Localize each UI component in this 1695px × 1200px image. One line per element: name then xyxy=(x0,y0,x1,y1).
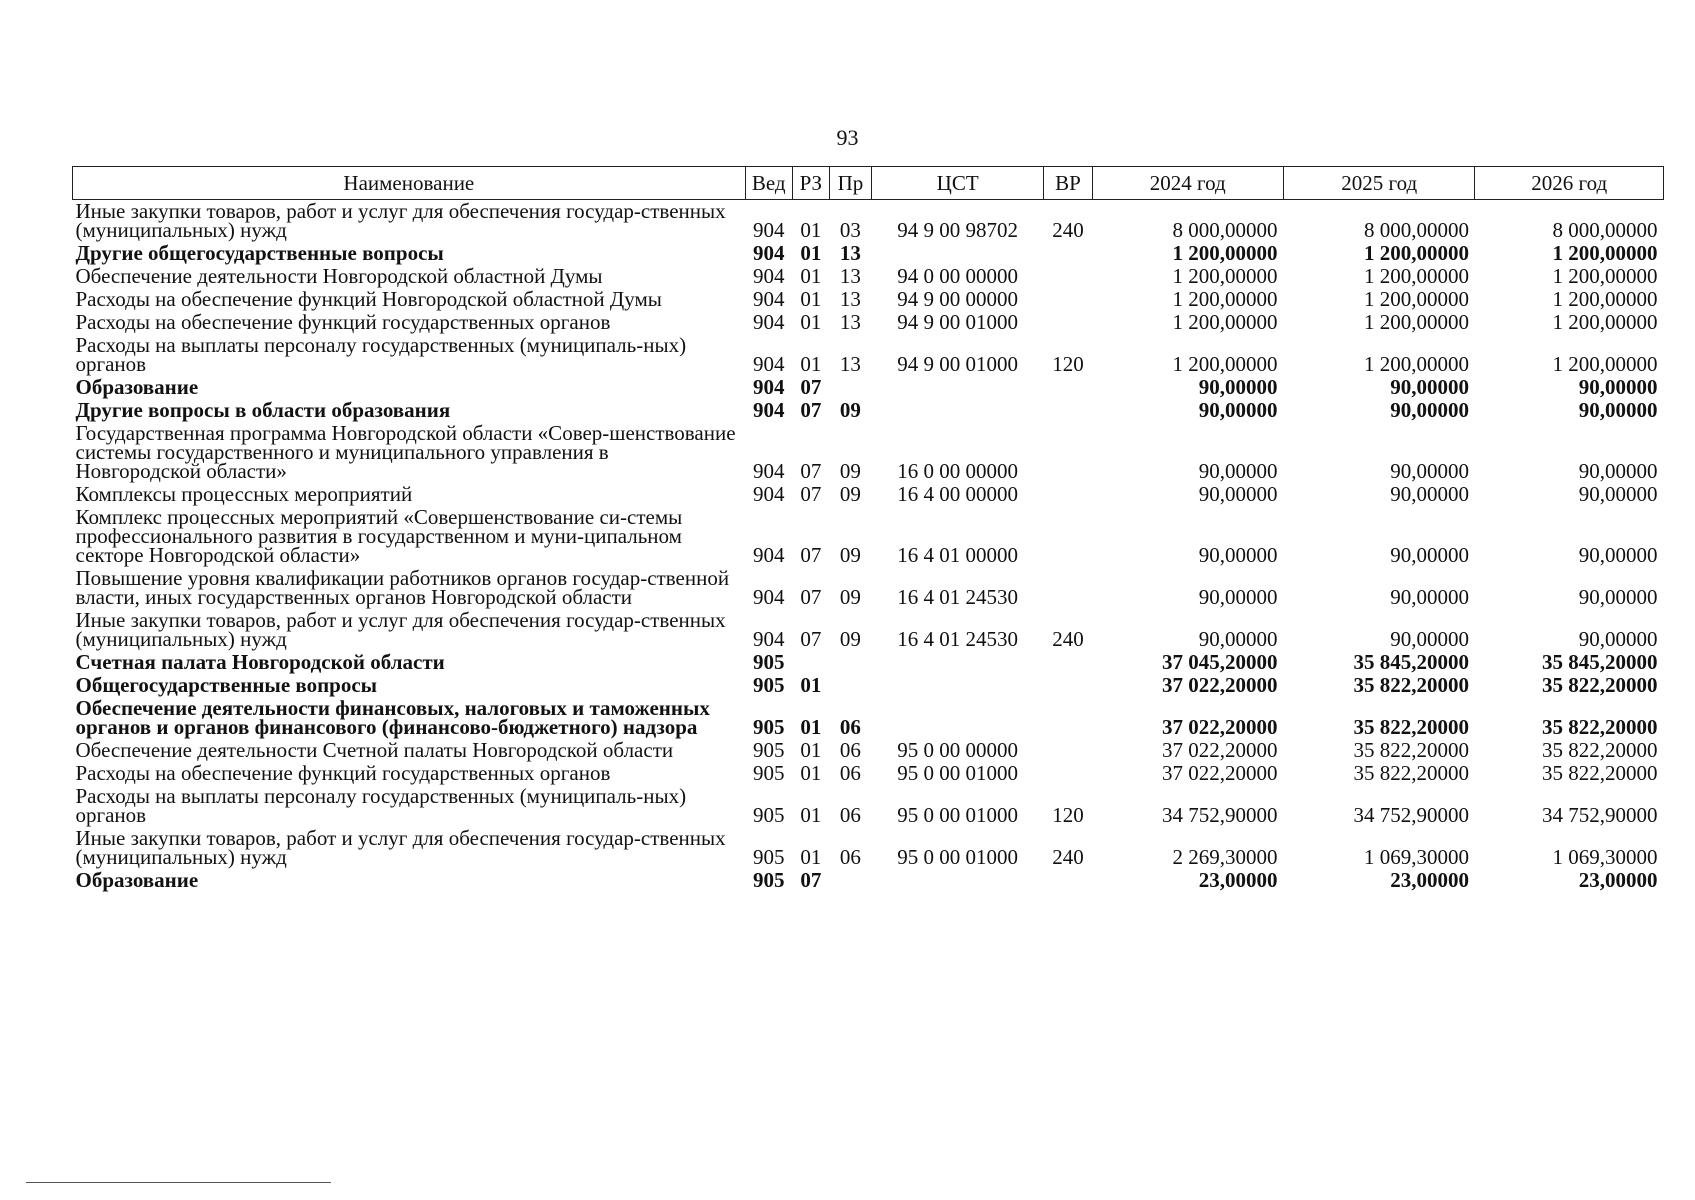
cell-pr: 06 xyxy=(839,715,861,739)
cell-y2026: 35 822,20000 xyxy=(1542,761,1658,785)
cell-name: Общегосударственные вопросы xyxy=(75,673,378,697)
table-row xyxy=(73,869,1664,892)
cell-name: Обеспечение деятельности Новгородской областной Думы xyxy=(75,264,603,288)
cell-ved: 904 xyxy=(752,287,785,311)
cell-y2024: 1 200,00000 xyxy=(1172,310,1278,334)
cell-y2025: 1 200,00000 xyxy=(1363,264,1469,288)
cell-y2025: 35 822,20000 xyxy=(1353,761,1469,785)
cell-y2024: 1 200,00000 xyxy=(1172,264,1278,288)
cell-ved: 904 xyxy=(752,375,785,399)
cell-y2026: 90,00000 xyxy=(1578,375,1658,399)
table-row xyxy=(73,739,1664,762)
cell-vr xyxy=(1044,288,1092,311)
cell-y2026: 90,00000 xyxy=(1578,585,1658,609)
table-row xyxy=(73,200,1664,243)
table-row xyxy=(73,311,1664,334)
cell-pr: 06 xyxy=(839,803,861,827)
table-row xyxy=(73,697,1664,739)
cell-ved: 904 xyxy=(752,310,785,334)
cell-pr: 13 xyxy=(839,352,861,376)
cell-y2026: 90,00000 xyxy=(1578,482,1658,506)
cell-y2024: 90,00000 xyxy=(1198,459,1278,483)
cell-y2026: 35 822,20000 xyxy=(1542,673,1658,697)
cell-rz: 07 xyxy=(800,482,822,506)
cell-cst: 16 4 01 24530 xyxy=(897,627,1019,651)
cell-y2024: 34 752,90000 xyxy=(1161,803,1278,827)
cell-vr: 240 xyxy=(1052,845,1084,869)
cell-vr: 120 xyxy=(1052,803,1084,827)
cell-ved: 905 xyxy=(752,868,785,892)
cell-pr: 06 xyxy=(839,738,861,762)
cell-y2025: 34 752,90000 xyxy=(1353,803,1469,827)
cell-name: Иные закупки товаров, работ и услуг для обеспечения государ-ственных (муниципальных) нужд xyxy=(75,608,726,651)
cell-ved: 905 xyxy=(752,803,785,827)
cell-pr xyxy=(829,651,871,674)
table-header xyxy=(73,167,1664,200)
cell-y2024: 37 022,20000 xyxy=(1161,738,1278,762)
cell-y2025: 90,00000 xyxy=(1390,585,1469,609)
cell-rz: 01 xyxy=(800,738,822,762)
cell-y2024: 8 000,00000 xyxy=(1172,218,1278,242)
budget-table xyxy=(72,166,1664,892)
cell-rz: 07 xyxy=(800,459,822,483)
cell-ved: 904 xyxy=(752,264,785,288)
cell-vr xyxy=(1044,399,1092,422)
cell-name: Расходы на обеспечение функций государственных органов xyxy=(75,761,611,785)
cell-cst xyxy=(871,869,1043,892)
cell-cst: 95 0 00 01000 xyxy=(897,803,1019,827)
cell-vr xyxy=(1044,506,1092,567)
cell-y2024: 90,00000 xyxy=(1198,543,1278,567)
cell-y2026: 23,00000 xyxy=(1578,868,1658,892)
cell-name: Расходы на обеспечение функций Новгородской областной Думы xyxy=(75,287,662,311)
cell-y2026: 90,00000 xyxy=(1578,627,1658,651)
cell-name: Другие общегосударственные вопросы xyxy=(75,241,444,265)
cell-y2024: 1 200,00000 xyxy=(1172,352,1278,376)
header-cst: ЦСТ xyxy=(871,167,1043,200)
cell-y2024: 37 022,20000 xyxy=(1161,673,1278,697)
cell-rz: 01 xyxy=(800,352,822,376)
cell-vr xyxy=(1044,674,1092,697)
cell-pr: 13 xyxy=(839,310,861,334)
cell-pr: 09 xyxy=(839,585,861,609)
cell-y2025: 1 200,00000 xyxy=(1363,310,1469,334)
cell-y2025: 35 822,20000 xyxy=(1353,673,1469,697)
table-row xyxy=(73,265,1664,288)
table-row xyxy=(73,827,1664,869)
cell-y2026: 1 200,00000 xyxy=(1552,310,1658,334)
cell-cst xyxy=(871,651,1043,674)
cell-y2024: 2 269,30000 xyxy=(1172,845,1278,869)
cell-rz: 07 xyxy=(800,868,822,892)
cell-name: Иные закупки товаров, работ и услуг для обеспечения государ-ственных (муниципальных) нужд xyxy=(75,199,726,242)
cell-cst: 95 0 00 00000 xyxy=(897,738,1019,762)
cell-vr xyxy=(1044,311,1092,334)
cell-cst: 94 9 00 01000 xyxy=(897,310,1019,334)
cell-y2026: 34 752,90000 xyxy=(1542,803,1658,827)
cell-y2025: 23,00000 xyxy=(1390,868,1469,892)
cell-name: Другие вопросы в области образования xyxy=(75,398,451,422)
cell-y2026: 90,00000 xyxy=(1578,459,1658,483)
header-ved: Вед xyxy=(745,167,792,200)
cell-cst: 94 9 00 98702 xyxy=(897,218,1019,242)
header-name: Наименование xyxy=(73,167,746,200)
cell-ved: 904 xyxy=(752,585,785,609)
cell-y2025: 90,00000 xyxy=(1390,543,1469,567)
cell-y2025: 1 200,00000 xyxy=(1363,241,1469,265)
cell-y2025: 8 000,00000 xyxy=(1363,218,1469,242)
cell-pr: 09 xyxy=(839,398,861,422)
cell-y2025: 90,00000 xyxy=(1390,375,1469,399)
cell-vr xyxy=(1044,376,1092,399)
cell-y2025: 35 822,20000 xyxy=(1353,715,1469,739)
cell-vr: 240 xyxy=(1052,627,1084,651)
cell-y2026: 1 069,30000 xyxy=(1552,845,1658,869)
cell-vr xyxy=(1044,422,1092,483)
cell-cst: 16 4 00 00000 xyxy=(897,482,1019,506)
table-row xyxy=(73,567,1664,609)
table-row xyxy=(73,334,1664,376)
table-row xyxy=(73,422,1664,483)
cell-rz: 01 xyxy=(800,287,822,311)
cell-vr xyxy=(1044,739,1092,762)
cell-pr: 13 xyxy=(839,264,861,288)
table-row xyxy=(73,762,1664,785)
cell-cst xyxy=(871,674,1043,697)
cell-y2025: 35 845,20000 xyxy=(1353,650,1469,674)
cell-rz: 01 xyxy=(800,310,822,334)
cell-y2024: 90,00000 xyxy=(1198,375,1278,399)
cell-y2025: 90,00000 xyxy=(1390,482,1469,506)
cell-pr: 06 xyxy=(839,845,861,869)
cell-y2026: 1 200,00000 xyxy=(1552,264,1658,288)
cell-y2024: 90,00000 xyxy=(1198,627,1278,651)
cell-cst: 94 9 00 01000 xyxy=(897,352,1019,376)
cell-cst xyxy=(871,242,1043,265)
cell-cst: 16 4 01 24530 xyxy=(897,585,1019,609)
cell-y2024: 1 200,00000 xyxy=(1172,287,1278,311)
cell-name: Государственная программа Новгородской области «Совер-шенствование системы государственного и муниципального управления в Новгородской области» xyxy=(75,421,736,483)
page-number: 93 xyxy=(836,125,859,150)
table-body xyxy=(73,200,1664,893)
cell-vr xyxy=(1044,869,1092,892)
cell-pr xyxy=(829,674,871,697)
cell-vr: 240 xyxy=(1052,218,1084,242)
cell-cst xyxy=(871,697,1043,739)
table-row xyxy=(73,609,1664,651)
table-row xyxy=(73,399,1664,422)
cell-vr xyxy=(1044,265,1092,288)
cell-ved: 904 xyxy=(752,459,785,483)
cell-vr xyxy=(1044,567,1092,609)
cell-name: Образование xyxy=(75,375,199,399)
cell-cst: 16 0 00 00000 xyxy=(897,459,1019,483)
cell-rz: 01 xyxy=(800,264,822,288)
cell-name: Повышение уровня квалификации работников органов государ-ственной власти, иных государственных органов Новгородской области xyxy=(75,566,730,609)
cell-y2024: 90,00000 xyxy=(1198,398,1278,422)
table-row xyxy=(73,785,1664,827)
cell-rz: 07 xyxy=(800,543,822,567)
cell-y2024: 90,00000 xyxy=(1198,482,1278,506)
cell-name: Расходы на выплаты персоналу государственных (муниципаль-ных) органов xyxy=(75,333,687,376)
cell-y2024: 37 022,20000 xyxy=(1161,761,1278,785)
cell-vr xyxy=(1044,697,1092,739)
header-2025: 2025 год xyxy=(1283,167,1474,200)
cell-y2026: 35 822,20000 xyxy=(1542,715,1658,739)
header-rz: РЗ xyxy=(792,167,829,200)
cell-name: Расходы на выплаты персоналу государственных (муниципаль-ных) органов xyxy=(75,784,687,827)
cell-y2025: 1 200,00000 xyxy=(1363,352,1469,376)
cell-name: Счетная палата Новгородской области xyxy=(75,650,445,674)
cell-rz: 07 xyxy=(800,375,822,399)
cell-vr xyxy=(1044,483,1092,506)
table-row xyxy=(73,506,1664,567)
cell-pr: 13 xyxy=(839,241,861,265)
cell-y2026: 1 200,00000 xyxy=(1552,241,1658,265)
cell-cst xyxy=(871,399,1043,422)
cell-y2025: 1 200,00000 xyxy=(1363,287,1469,311)
cell-y2026: 35 845,20000 xyxy=(1542,650,1658,674)
cell-name: Иные закупки товаров, работ и услуг для обеспечения государ-ственных (муниципальных) нужд xyxy=(75,826,726,869)
cell-ved: 905 xyxy=(752,673,785,697)
table-row xyxy=(73,242,1664,265)
table-row xyxy=(73,483,1664,506)
cell-cst xyxy=(871,376,1043,399)
header-vr: ВР xyxy=(1044,167,1092,200)
cell-ved: 905 xyxy=(752,715,785,739)
cell-ved: 904 xyxy=(752,482,785,506)
cell-ved: 904 xyxy=(752,627,785,651)
cell-y2025: 35 822,20000 xyxy=(1353,738,1469,762)
cell-pr: 09 xyxy=(839,459,861,483)
cell-ved: 904 xyxy=(752,352,785,376)
cell-y2025: 90,00000 xyxy=(1390,459,1469,483)
cell-y2025: 1 069,30000 xyxy=(1363,845,1469,869)
header-pr: Пр xyxy=(829,167,871,200)
cell-y2024: 1 200,00000 xyxy=(1172,241,1278,265)
cell-cst: 94 0 00 00000 xyxy=(897,264,1019,288)
table-row xyxy=(73,376,1664,399)
cell-y2025: 90,00000 xyxy=(1390,627,1469,651)
cell-rz: 01 xyxy=(800,715,822,739)
cell-name: Комплекс процессных мероприятий «Совершенствование си-стемы профессионального развития в государственном и муни-ципальном секторе Новгородской области» xyxy=(75,505,683,567)
cell-ved: 905 xyxy=(752,738,785,762)
cell-pr xyxy=(829,376,871,399)
cell-y2024: 23,00000 xyxy=(1198,868,1278,892)
cell-y2026: 90,00000 xyxy=(1578,398,1658,422)
cell-y2024: 37 022,20000 xyxy=(1161,715,1278,739)
cell-rz: 07 xyxy=(800,585,822,609)
cell-cst: 16 4 01 00000 xyxy=(897,543,1019,567)
cell-pr: 09 xyxy=(839,543,861,567)
cell-pr xyxy=(829,869,871,892)
cell-rz: 01 xyxy=(800,241,822,265)
cell-name: Расходы на обеспечение функций государственных органов xyxy=(75,310,611,334)
cell-y2025: 90,00000 xyxy=(1390,398,1469,422)
cell-y2026: 90,00000 xyxy=(1578,543,1658,567)
cell-cst: 95 0 00 01000 xyxy=(897,761,1019,785)
cell-name: Образование xyxy=(75,868,199,892)
cell-pr: 09 xyxy=(839,627,861,651)
footer-divider xyxy=(26,1182,331,1183)
cell-vr: 120 xyxy=(1052,352,1084,376)
cell-name: Комплексы процессных мероприятий xyxy=(75,482,413,506)
cell-vr xyxy=(1044,651,1092,674)
header-2024: 2024 год xyxy=(1092,167,1283,200)
cell-rz: 01 xyxy=(800,845,822,869)
cell-y2024: 37 045,20000 xyxy=(1161,650,1278,674)
cell-ved: 904 xyxy=(752,218,785,242)
cell-pr: 13 xyxy=(839,287,861,311)
cell-y2026: 1 200,00000 xyxy=(1552,352,1658,376)
cell-pr: 03 xyxy=(839,218,861,242)
cell-rz: 01 xyxy=(800,803,822,827)
table-row xyxy=(73,288,1664,311)
cell-y2026: 8 000,00000 xyxy=(1552,218,1658,242)
cell-rz: 07 xyxy=(800,398,822,422)
cell-rz: 01 xyxy=(800,761,822,785)
table-row xyxy=(73,674,1664,697)
table-row xyxy=(73,651,1664,674)
cell-name: Обеспечение деятельности финансовых, налоговых и таможенных органов и органов финансового (финансово-бюджетного) надзора xyxy=(75,696,710,739)
cell-y2026: 1 200,00000 xyxy=(1552,287,1658,311)
cell-cst: 94 9 00 00000 xyxy=(897,287,1019,311)
cell-y2024: 90,00000 xyxy=(1198,585,1278,609)
cell-ved: 904 xyxy=(752,398,785,422)
cell-name: Обеспечение деятельности Счетной палаты Новгородской области xyxy=(75,738,674,762)
cell-ved: 904 xyxy=(752,543,785,567)
cell-vr xyxy=(1044,242,1092,265)
cell-rz: 01 xyxy=(800,218,822,242)
cell-ved: 904 xyxy=(752,241,785,265)
cell-ved: 905 xyxy=(752,650,785,674)
cell-ved: 905 xyxy=(752,761,785,785)
cell-rz: 07 xyxy=(800,627,822,651)
cell-rz xyxy=(792,651,829,674)
cell-cst: 95 0 00 01000 xyxy=(897,845,1019,869)
cell-ved: 905 xyxy=(752,845,785,869)
cell-rz: 01 xyxy=(800,673,822,697)
cell-vr xyxy=(1044,762,1092,785)
cell-pr: 09 xyxy=(839,482,861,506)
cell-y2026: 35 822,20000 xyxy=(1542,738,1658,762)
header-2026: 2026 год xyxy=(1475,167,1664,200)
cell-pr: 06 xyxy=(839,761,861,785)
